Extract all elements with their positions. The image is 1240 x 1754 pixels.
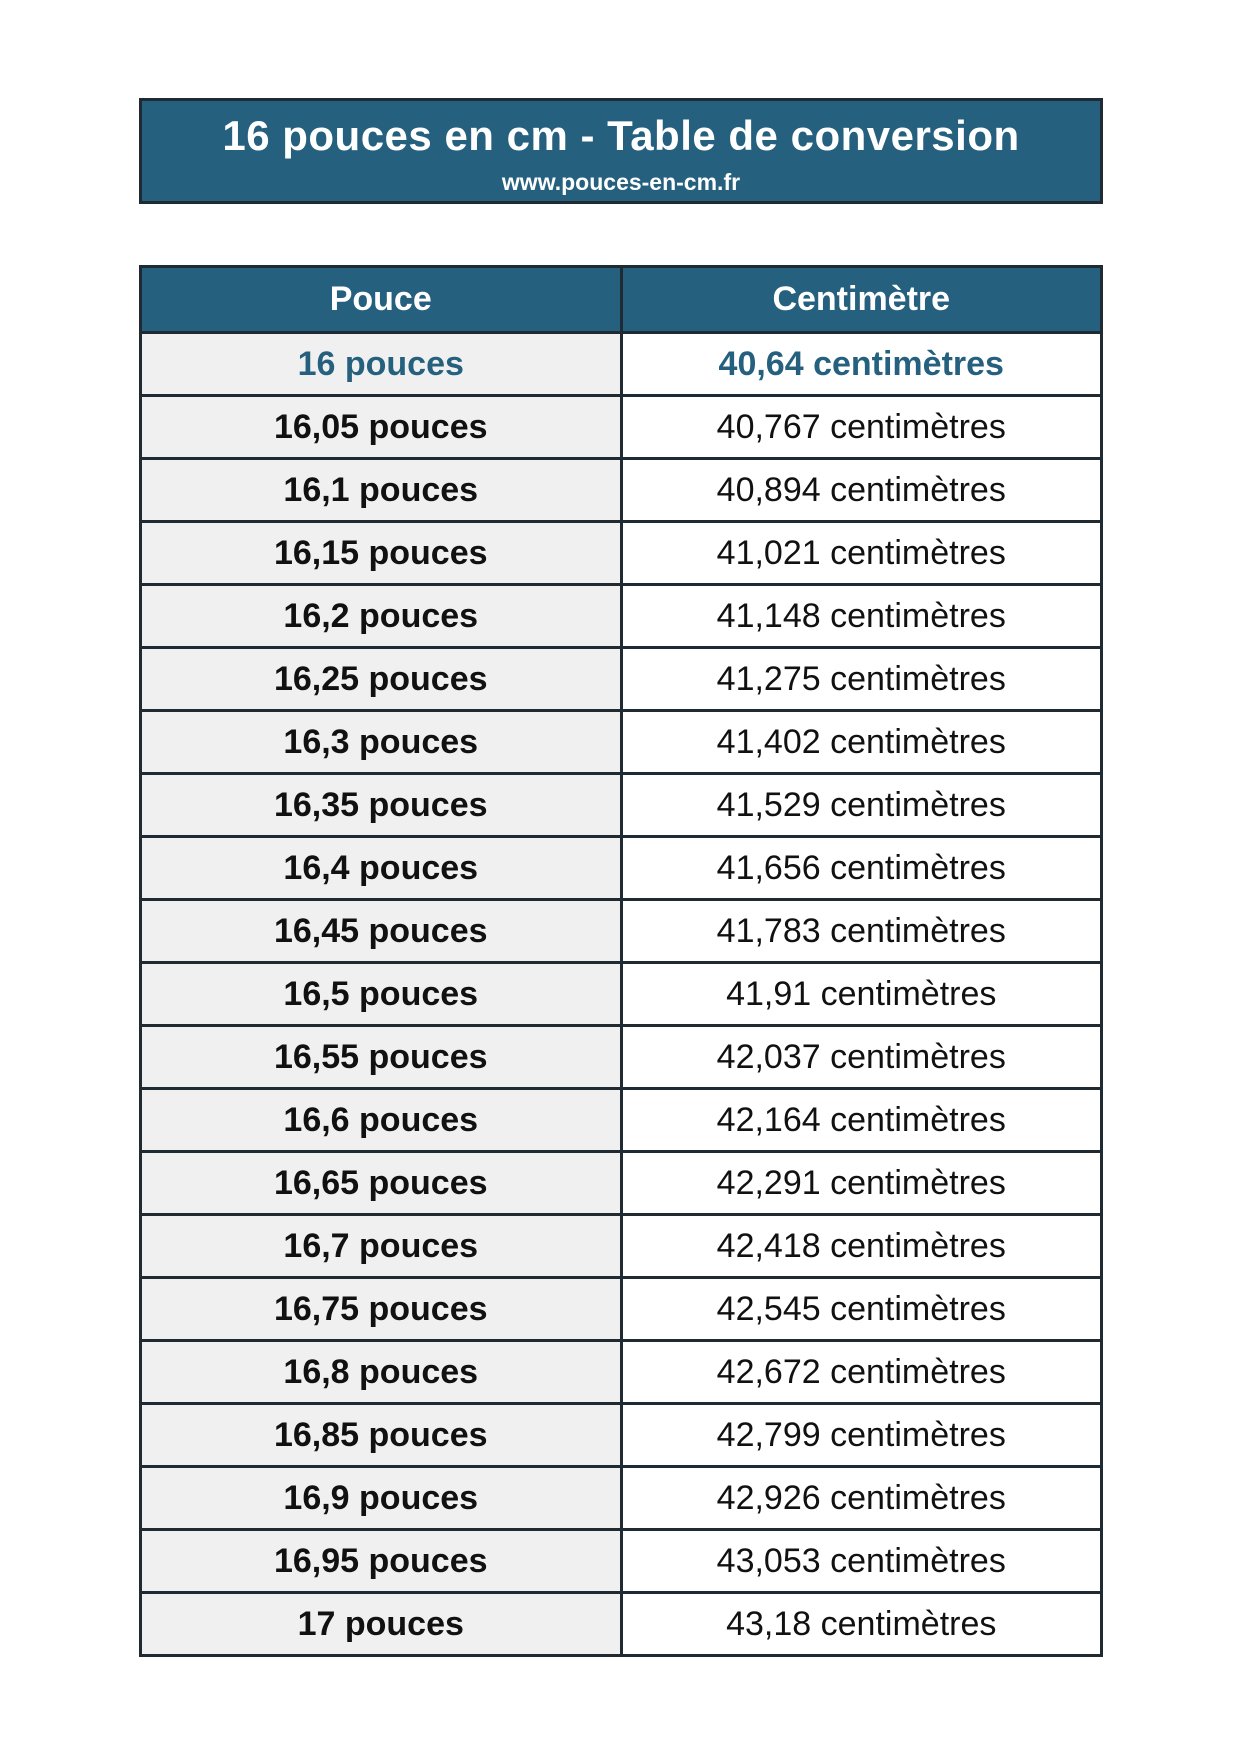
inch-value: 16,55 pouces: [141, 1026, 622, 1089]
table-row: [141, 1026, 1102, 1089]
inch-value: 16,3 pouces: [141, 711, 622, 774]
inch-value: 16,15 pouces: [141, 522, 622, 585]
cm-value: 42,926 centimètres: [621, 1467, 1102, 1530]
inch-value: 16,35 pouces: [141, 774, 622, 837]
table-row: [141, 900, 1102, 963]
cm-value: 40,894 centimètres: [621, 459, 1102, 522]
cm-value: 41,402 centimètres: [621, 711, 1102, 774]
inch-value: 16,7 pouces: [141, 1215, 622, 1278]
column-header-centimetre: Centimètre: [621, 267, 1102, 333]
table-row: [141, 396, 1102, 459]
inch-value: 16,05 pouces: [141, 396, 622, 459]
table-row: [141, 711, 1102, 774]
cm-value: 43,18 centimètres: [621, 1593, 1102, 1656]
cm-value: 42,164 centimètres: [621, 1089, 1102, 1152]
cm-value: 41,529 centimètres: [621, 774, 1102, 837]
inch-value: 16,2 pouces: [141, 585, 622, 648]
cm-value: 42,291 centimètres: [621, 1152, 1102, 1215]
table-row: [141, 837, 1102, 900]
table-row: [141, 1089, 1102, 1152]
inch-value: 16,4 pouces: [141, 837, 622, 900]
table-row: [141, 1530, 1102, 1593]
cm-value: 41,656 centimètres: [621, 837, 1102, 900]
cm-value: 41,148 centimètres: [621, 585, 1102, 648]
site-url: www.pouces-en-cm.fr: [501, 169, 741, 195]
cm-value: 42,037 centimètres: [621, 1026, 1102, 1089]
table-row: [141, 1278, 1102, 1341]
cm-value: 41,91 centimètres: [621, 963, 1102, 1026]
cm-value: 40,767 centimètres: [621, 396, 1102, 459]
table-header-row: [141, 267, 1102, 333]
table-row: [141, 774, 1102, 837]
cm-value: 41,783 centimètres: [621, 900, 1102, 963]
table-row: [141, 585, 1102, 648]
inch-value: 16,75 pouces: [141, 1278, 622, 1341]
inch-value: 16,1 pouces: [141, 459, 622, 522]
cm-value: 42,545 centimètres: [621, 1278, 1102, 1341]
cm-value: 40,64 centimètres: [621, 333, 1102, 396]
inch-value: 16,9 pouces: [141, 1467, 622, 1530]
table-row: [141, 1341, 1102, 1404]
table-row: [141, 1467, 1102, 1530]
table-body: [141, 333, 1102, 1656]
cm-value: 42,799 centimètres: [621, 1404, 1102, 1467]
inch-value: 16,5 pouces: [141, 963, 622, 1026]
table-row: [141, 648, 1102, 711]
title-banner: [139, 98, 1103, 204]
cm-value: 42,672 centimètres: [621, 1341, 1102, 1404]
inch-value: 16,45 pouces: [141, 900, 622, 963]
inch-value: 17 pouces: [141, 1593, 622, 1656]
table-row: [141, 1215, 1102, 1278]
inch-value: 16,25 pouces: [141, 648, 622, 711]
inch-value: 16,65 pouces: [141, 1152, 622, 1215]
cm-value: 42,418 centimètres: [621, 1215, 1102, 1278]
inch-value: 16,95 pouces: [141, 1530, 622, 1593]
table-row: [141, 1152, 1102, 1215]
inch-value: 16,85 pouces: [141, 1404, 622, 1467]
table-row: [141, 522, 1102, 585]
table-row: [141, 333, 1102, 396]
page-title: 16 pouces en cm - Table de conversion: [222, 112, 1020, 159]
table-row: [141, 1404, 1102, 1467]
cm-value: 41,275 centimètres: [621, 648, 1102, 711]
table-row: [141, 963, 1102, 1026]
cm-value: 41,021 centimètres: [621, 522, 1102, 585]
inch-value: 16,8 pouces: [141, 1341, 622, 1404]
table-row: [141, 1593, 1102, 1656]
table-row: [141, 459, 1102, 522]
conversion-table: [139, 265, 1103, 1657]
inch-value: 16 pouces: [141, 333, 622, 396]
cm-value: 43,053 centimètres: [621, 1530, 1102, 1593]
column-header-pouce: Pouce: [141, 267, 622, 333]
inch-value: 16,6 pouces: [141, 1089, 622, 1152]
